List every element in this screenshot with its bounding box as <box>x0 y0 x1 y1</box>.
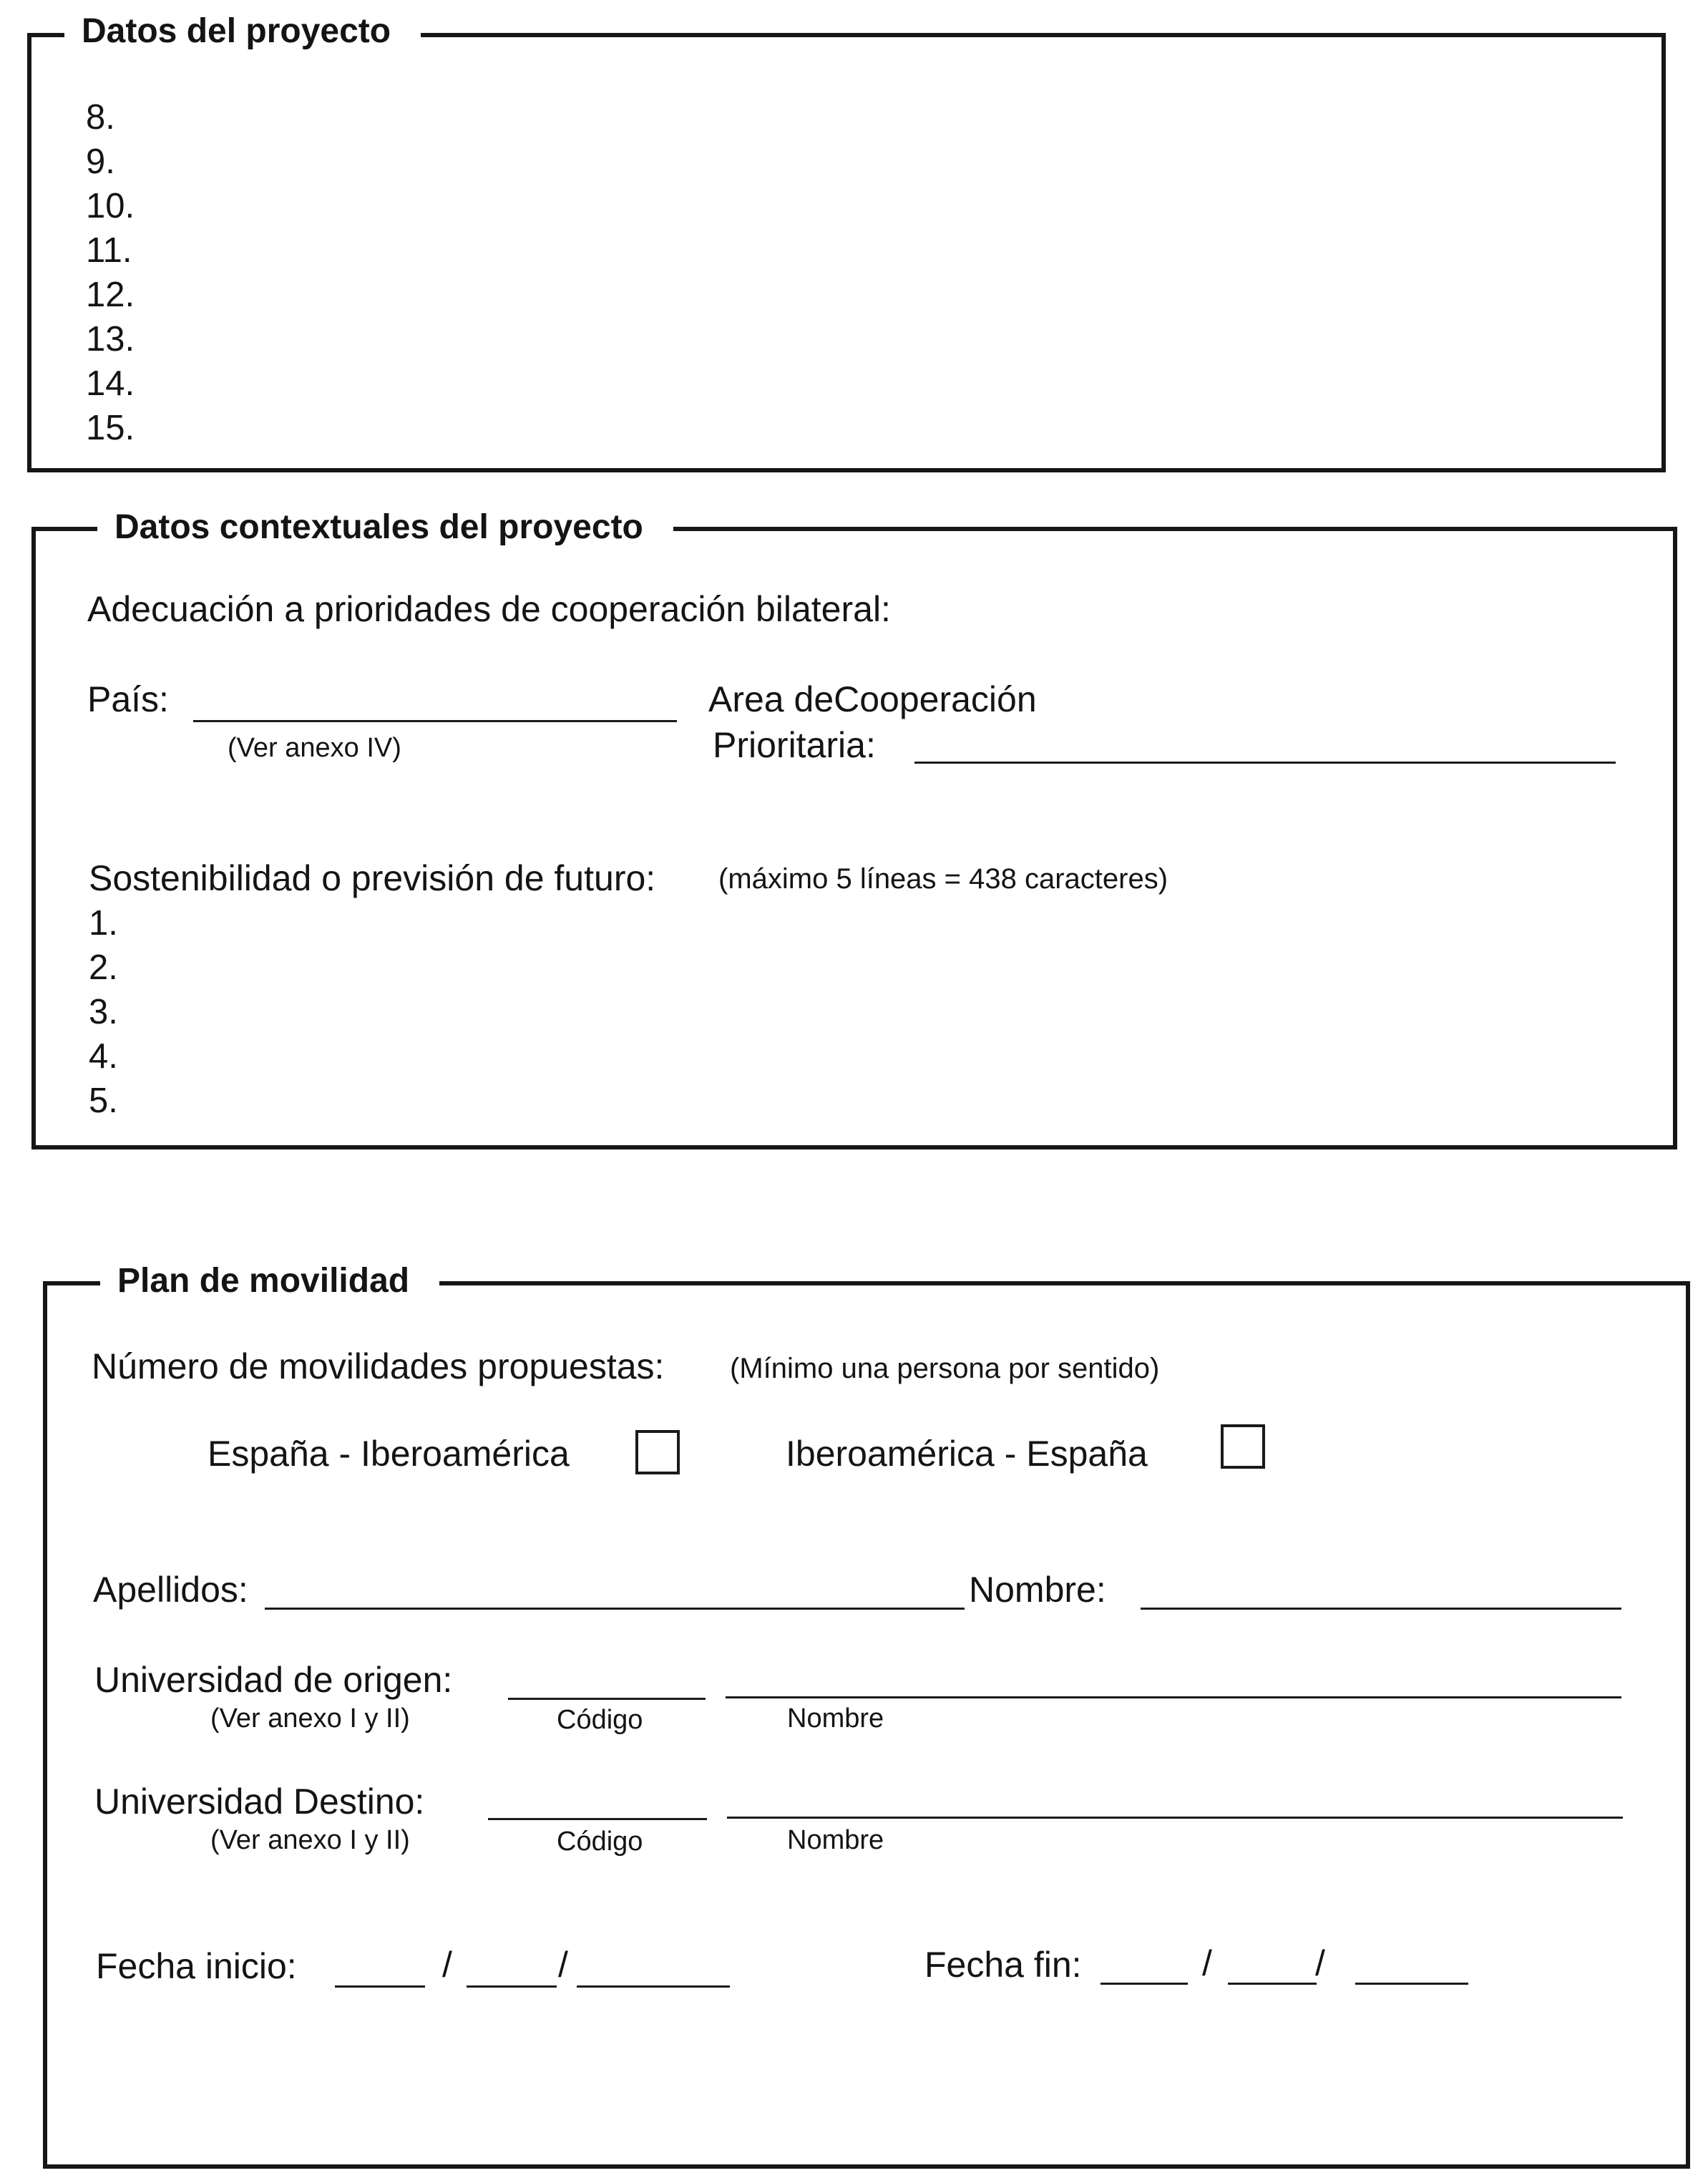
fecha-inicio-separator-2: / <box>558 1945 568 1985</box>
destino-nombre-field[interactable] <box>727 1817 1623 1819</box>
iberoamerica-espana-checkbox[interactable] <box>1221 1424 1265 1469</box>
adecuacion-label: Adecuación a prioridades de cooperación bilateral: <box>87 589 891 629</box>
project-data-line-15[interactable]: 15. <box>86 409 135 447</box>
project-data-line-11[interactable]: 11. <box>86 231 132 270</box>
origen-codigo-field[interactable] <box>508 1698 706 1700</box>
area-prioritaria-field[interactable] <box>914 762 1616 764</box>
sostenibilidad-line-4[interactable]: 4. <box>89 1037 118 1076</box>
fecha-fin-separator-1: / <box>1202 1943 1212 1983</box>
project-data-line-10[interactable]: 10. <box>86 187 135 225</box>
option-iberoamerica-espana-label: Iberoamérica - España <box>786 1434 1148 1474</box>
fecha-inicio-label: Fecha inicio: <box>96 1946 297 1986</box>
apellidos-label: Apellidos: <box>93 1570 248 1610</box>
context-data-title: Datos contextuales del proyecto <box>97 507 673 548</box>
fecha-fin-separator-2: / <box>1315 1943 1325 1983</box>
sostenibilidad-note: (máximo 5 líneas = 438 caracteres) <box>718 863 1168 895</box>
project-data-title: Datos del proyecto <box>64 11 421 52</box>
nombre-field[interactable] <box>1141 1608 1621 1610</box>
project-data-line-8[interactable]: 8. <box>86 98 115 137</box>
origen-note: (Ver anexo I y II) <box>210 1703 410 1734</box>
numero-movilidades-label: Número de movilidades propuestas: <box>92 1346 665 1386</box>
origen-nombre-field[interactable] <box>726 1696 1621 1698</box>
fecha-inicio-day-field[interactable] <box>335 1985 425 1988</box>
project-data-line-9[interactable]: 9. <box>86 142 115 181</box>
sostenibilidad-line-5[interactable]: 5. <box>89 1081 118 1120</box>
mobility-plan-title: Plan de movilidad <box>100 1261 439 1301</box>
origen-nombre-caption: Nombre <box>787 1703 884 1734</box>
universidad-origen-label: Universidad de origen: <box>94 1660 453 1700</box>
espana-iberoamerica-checkbox[interactable] <box>635 1430 680 1474</box>
fecha-inicio-month-field[interactable] <box>467 1985 557 1988</box>
fecha-fin-day-field[interactable] <box>1101 1983 1188 1985</box>
prioritaria-label: Prioritaria: <box>713 725 876 765</box>
area-label: Area deCooperación <box>708 679 1037 719</box>
project-data-line-13[interactable]: 13. <box>86 320 135 359</box>
fecha-inicio-year-field[interactable] <box>577 1985 730 1988</box>
option-espana-iberoamerica-label: España - Iberoamérica <box>208 1434 570 1474</box>
numero-movilidades-note: (Mínimo una persona por sentido) <box>730 1353 1160 1384</box>
fecha-fin-month-field[interactable] <box>1228 1983 1317 1985</box>
destino-codigo-caption: Código <box>557 1827 643 1857</box>
pais-field[interactable] <box>193 720 677 722</box>
origen-codigo-caption: Código <box>557 1705 643 1735</box>
apellidos-field[interactable] <box>265 1608 965 1610</box>
sostenibilidad-label: Sostenibilidad o previsión de futuro: <box>89 858 656 898</box>
destino-codigo-field[interactable] <box>488 1818 707 1820</box>
sostenibilidad-line-2[interactable]: 2. <box>89 948 118 987</box>
pais-label: País: <box>87 679 169 719</box>
fecha-fin-year-field[interactable] <box>1355 1983 1468 1985</box>
fecha-inicio-separator-1: / <box>442 1945 452 1985</box>
destino-note: (Ver anexo I y II) <box>210 1825 410 1855</box>
fecha-fin-label: Fecha fin: <box>924 1945 1082 1985</box>
project-data-line-12[interactable]: 12. <box>86 276 135 314</box>
project-data-line-14[interactable]: 14. <box>86 364 135 403</box>
project-data-section <box>27 33 1666 472</box>
nombre-label: Nombre: <box>969 1570 1106 1610</box>
sostenibilidad-line-3[interactable]: 3. <box>89 993 118 1031</box>
destino-nombre-caption: Nombre <box>787 1825 884 1855</box>
pais-note: (Ver anexo IV) <box>228 733 401 763</box>
universidad-destino-label: Universidad Destino: <box>94 1781 425 1822</box>
sostenibilidad-line-1[interactable]: 1. <box>89 904 118 943</box>
